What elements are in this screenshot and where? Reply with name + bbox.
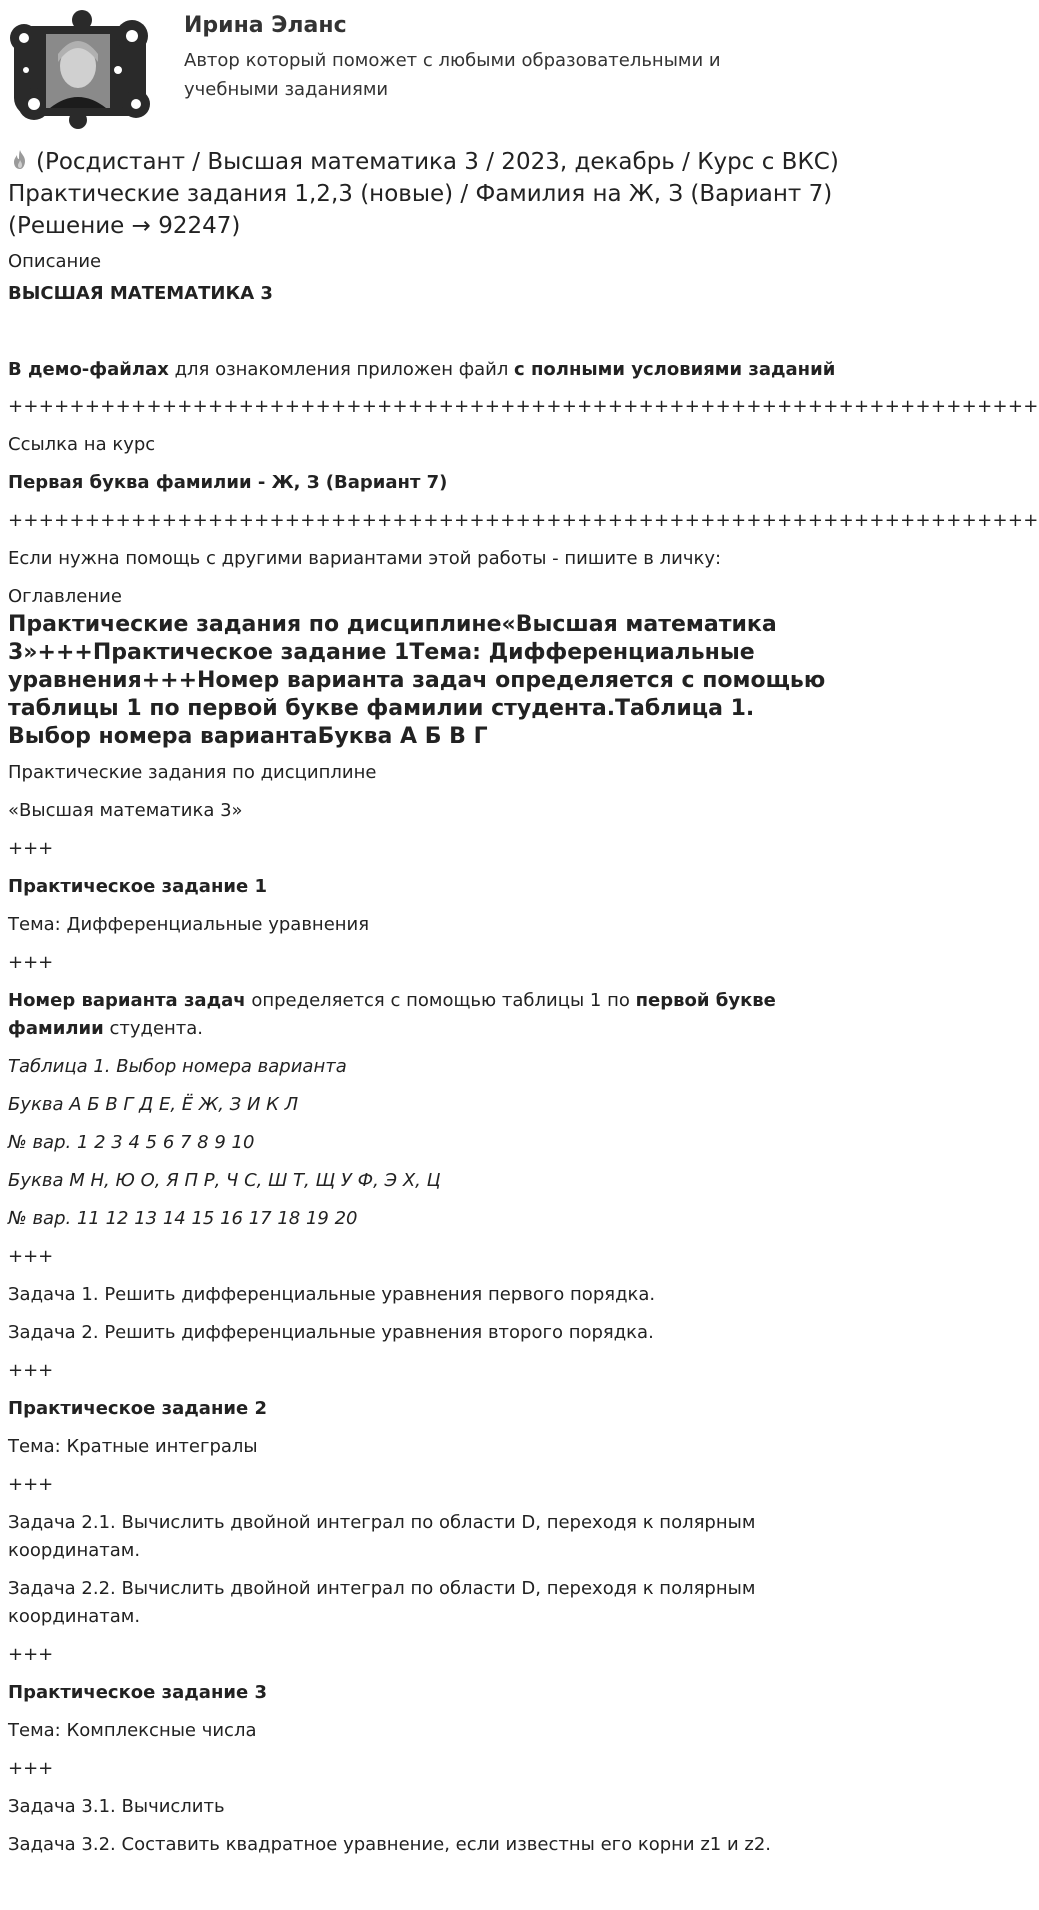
author-name[interactable]: Ирина Эланс <box>184 13 347 38</box>
variant-rule <box>8 987 843 1043</box>
work-body <box>8 759 843 1859</box>
body-line: «Высшая математика 3» <box>8 800 243 821</box>
author-card <box>8 8 839 130</box>
toc-heading[interactable]: Практические задания по дисциплине«Высшая математика 3»+++Практическое задание 1Тема: Дифференциальные уравнения+++Номер варианта задач определяется с помощью таблицы 1 по первой букве фамилии студента.Таблица 1. Выбор номера вариантаБуква А Б В Г <box>8 612 826 749</box>
variant-rule-bold-2: первой букве фамилии <box>8 990 776 1039</box>
fire-icon <box>8 148 32 172</box>
demo-note-part2: для ознакомления приложен файл <box>168 359 515 380</box>
table-row: № вар. 1 2 3 4 5 6 7 8 9 10 <box>8 1132 255 1153</box>
author-description: Автор который поможет с любыми образовательными и учебными заданиями <box>184 50 721 100</box>
body-separator: +++ <box>8 1474 54 1495</box>
task-item: Задача 2. Решить дифференциальные уравнения второго порядка. <box>8 1322 654 1343</box>
table-row: № вар. 11 12 13 14 15 16 17 18 19 20 <box>8 1208 358 1229</box>
course-link[interactable]: Ссылка на курс <box>8 434 156 455</box>
task-item: Задача 1. Решить дифференциальные уравнения первого порядка. <box>8 1284 656 1305</box>
work-content <box>8 146 1039 1869</box>
body-separator: +++ <box>8 1360 54 1381</box>
page-title-text: (Росдистант / Высшая математика 3 / 2023, декабрь / Курс с ВКС) Практические задания 1,2,3 (новые) / Фамилия на Ж, З (Вариант 7) (Решение → 92247) <box>8 149 839 239</box>
task-item: Задача 2.2. Вычислить двойной интеграл по области D, переходя к полярным координатам. <box>8 1578 756 1627</box>
demo-note <box>8 356 843 384</box>
description-label: Описание <box>8 251 102 272</box>
body-line: Практические задания по дисциплине <box>8 762 377 783</box>
help-text: Если нужна помощь с другими вариантами этой работы - пишите в личку: <box>8 548 722 569</box>
task-heading-3: Практическое задание 3 <box>8 1682 267 1703</box>
separator-line: +++++++++++++++++++++++++++++++++++++++++++++++++++++++++++++++++++ <box>8 396 1039 417</box>
demo-note-part1: В демо-файлах <box>8 359 169 380</box>
task-item: Задача 2.1. Вычислить двойной интеграл по области D, переходя к полярным координатам. <box>8 1512 756 1561</box>
author-avatar[interactable] <box>8 8 153 130</box>
variant-rule-bold-1: Номер варианта задач <box>8 990 246 1011</box>
variant-rule-text-2: студента. <box>103 1018 204 1039</box>
toc-label: Оглавление <box>8 586 122 607</box>
task-item: Задача 3.1. Вычислить <box>8 1796 225 1817</box>
task-heading-2: Практическое задание 2 <box>8 1398 267 1419</box>
task-item: Задача 3.2. Составить квадратное уравнение, если известны его корни z1 и z2. <box>8 1834 771 1855</box>
page-title <box>8 146 843 242</box>
task-heading-1: Практическое задание 1 <box>8 876 267 897</box>
topic-1: Тема: Дифференциальные уравнения <box>8 914 370 935</box>
surname-variant: Первая буква фамилии - Ж, З (Вариант 7) <box>8 472 448 493</box>
subject-heading: ВЫСШАЯ МАТЕМАТИКА 3 <box>8 283 273 304</box>
body-separator: +++ <box>8 952 54 973</box>
table-row: Буква М Н, Ю О, Я П Р, Ч С, Ш Т, Щ У Ф, Э Х, Ц <box>8 1170 441 1191</box>
demo-note-part3: с полными условиями заданий <box>514 359 836 380</box>
body-separator: +++ <box>8 838 54 859</box>
table-caption: Таблица 1. Выбор номера варианта <box>8 1056 347 1077</box>
topic-3: Тема: Комплексные числа <box>8 1720 257 1741</box>
variant-rule-text-1: определяется с помощью таблицы 1 по <box>245 990 636 1011</box>
body-separator: +++ <box>8 1644 54 1665</box>
body-separator: +++ <box>8 1758 54 1779</box>
body-separator: +++ <box>8 1246 54 1267</box>
topic-2: Тема: Кратные интегралы <box>8 1436 258 1457</box>
separator-line-2: +++++++++++++++++++++++++++++++++++++++++++++++++++++++++++++++++++ <box>8 510 1039 531</box>
author-info <box>184 12 804 104</box>
table-row: Буква А Б В Г Д Е, Ё Ж, З И К Л <box>8 1094 299 1115</box>
